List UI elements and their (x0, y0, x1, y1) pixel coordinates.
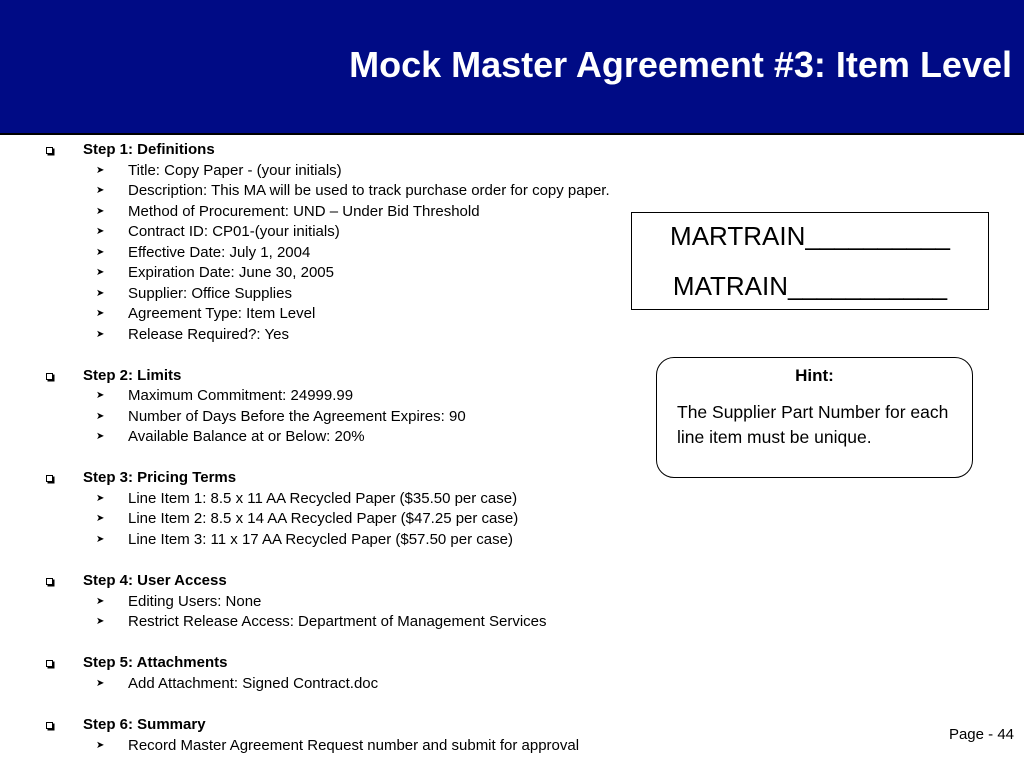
step-heading (0, 715, 1024, 736)
step-title: Step 1: Definitions (83, 141, 215, 158)
list-item-text: Agreement Type: Item Level (128, 305, 316, 323)
square-bullet-icon (46, 147, 53, 154)
list-item-text: Line Item 3: 11 x 17 AA Recycled Paper ($57.50 per case) (128, 530, 513, 548)
step-6 (0, 715, 1024, 756)
slide-title: Mock Master Agreement #3: Item Level (349, 44, 1012, 85)
square-bullet-icon (46, 578, 53, 585)
matrain-line: MATRAIN___________ (672, 271, 948, 301)
arrow-bullet-icon: ➤ (96, 677, 105, 689)
list-item-text: Number of Days Before the Agreement Expires: 90 (128, 407, 466, 425)
arrow-bullet-icon: ➤ (96, 616, 105, 628)
training-ids-box (631, 212, 989, 310)
arrow-bullet-icon: ➤ (96, 739, 105, 751)
hint-body: The Supplier Part Number for each line item must be unique. (677, 402, 949, 447)
list-item (0, 161, 1024, 182)
arrow-bullet-icon: ➤ (96, 328, 105, 340)
arrow-bullet-icon: ➤ (96, 164, 105, 176)
list-item (0, 489, 1024, 510)
arrow-bullet-icon: ➤ (96, 205, 105, 217)
step-heading (0, 653, 1024, 674)
square-bullet-icon (46, 660, 53, 667)
list-item-text: Release Required?: Yes (128, 325, 289, 343)
list-item (0, 509, 1024, 530)
hint-title: Hint: (795, 366, 834, 385)
arrow-bullet-icon: ➤ (96, 390, 105, 402)
step-title: Step 3: Pricing Terms (83, 469, 237, 487)
arrow-bullet-icon: ➤ (96, 185, 105, 197)
list-item-text: Expiration Date: June 30, 2005 (128, 264, 334, 282)
page-number: Page - 44 (948, 726, 1014, 743)
arrow-bullet-icon: ➤ (96, 513, 105, 525)
martrain-line: MARTRAIN__________ (670, 221, 950, 251)
list-item-text: Description: This MA will be used to track purchase order for copy paper. (128, 182, 610, 200)
list-item-text: Supplier: Office Supplies (128, 284, 292, 302)
arrow-bullet-icon: ➤ (96, 267, 105, 279)
list-item-text: Add Attachment: Signed Contract.doc (128, 674, 379, 692)
step-heading (0, 140, 1024, 161)
square-bullet-icon (46, 373, 53, 380)
list-item (0, 530, 1024, 551)
step-title: Step 4: User Access (83, 572, 227, 590)
list-item-text: Editing Users: None (128, 592, 262, 610)
list-item (0, 736, 1024, 757)
arrow-bullet-icon: ➤ (96, 226, 105, 238)
arrow-bullet-icon: ➤ (96, 431, 105, 443)
square-bullet-icon (46, 722, 53, 729)
list-item (0, 674, 1024, 695)
list-item-text: Line Item 1: 8.5 x 11 AA Recycled Paper ($35.50 per case) (128, 489, 518, 507)
list-item-text: Line Item 2: 8.5 x 14 AA Recycled Paper ($47.25 per case) (128, 510, 519, 528)
step-title: Step 2: Limits (83, 366, 182, 384)
arrow-bullet-icon: ➤ (96, 533, 105, 545)
step-5 (0, 653, 1024, 694)
hint-callout (656, 357, 973, 478)
step-heading (0, 571, 1024, 592)
list-item-text: Restrict Release Access: Department of Management Services (128, 613, 547, 631)
arrow-bullet-icon: ➤ (96, 287, 105, 299)
list-item-text: Title: Copy Paper - (your initials) (128, 161, 342, 179)
list-item (0, 592, 1024, 613)
list-item (0, 612, 1024, 633)
list-item (0, 181, 1024, 202)
square-bullet-icon (46, 475, 53, 482)
step-3 (0, 468, 1024, 550)
arrow-bullet-icon: ➤ (96, 492, 105, 504)
list-item-text: Contract ID: CP01-(your initials) (128, 223, 340, 241)
arrow-bullet-icon: ➤ (96, 410, 105, 422)
list-item-text: Maximum Commitment: 24999.99 (128, 387, 354, 405)
step-title: Step 5: Attachments (83, 654, 228, 672)
list-item (0, 325, 1024, 346)
arrow-bullet-icon: ➤ (96, 308, 105, 320)
arrow-bullet-icon: ➤ (96, 246, 105, 258)
list-item-text: Method of Procurement: UND – Under Bid Threshold (128, 202, 480, 220)
step-title: Step 6: Summary (83, 715, 206, 733)
list-item-text: Record Master Agreement Request number and submit for approval (128, 736, 580, 754)
step-4 (0, 571, 1024, 633)
title-bar (0, 0, 1024, 135)
list-item-text: Available Balance at or Below: 20% (128, 428, 365, 446)
list-item-text: Effective Date: July 1, 2004 (128, 243, 311, 261)
arrow-bullet-icon: ➤ (96, 595, 105, 607)
